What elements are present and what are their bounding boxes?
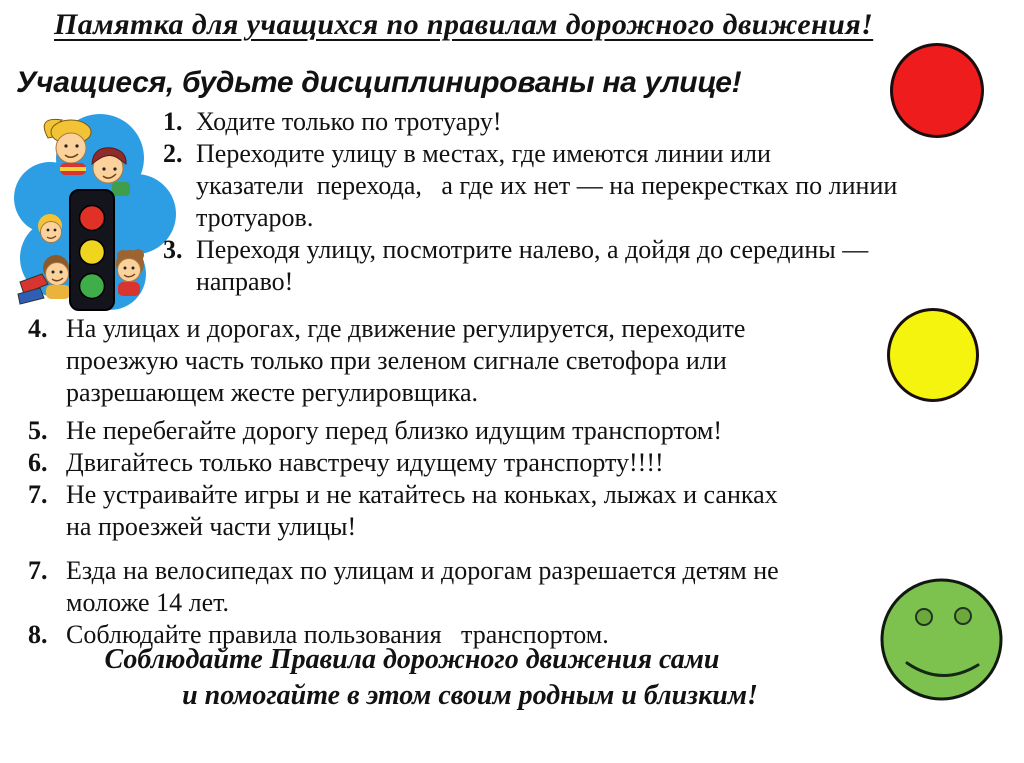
smiley-right-eye bbox=[955, 608, 971, 624]
rule-line: Переходя улицу, посмотрите налево, а дойдя до середины — bbox=[196, 235, 869, 264]
rules-list-top bbox=[163, 106, 897, 298]
brown-hair-kid bbox=[43, 255, 70, 299]
rule-line: моложе 14 лет. bbox=[66, 588, 230, 617]
rule-item-6 bbox=[28, 447, 779, 479]
rule-line: Соблюдайте правила пользования транспортом. bbox=[66, 620, 609, 649]
rule-line: Ходите только по тротуару! bbox=[196, 107, 502, 136]
rule-item-1 bbox=[163, 106, 897, 138]
rule-number: 6. bbox=[28, 448, 48, 477]
rule-number: 7. bbox=[28, 556, 48, 585]
rule-line: Езда на велосипедах по улицам и дорогам разрешается детям не bbox=[66, 556, 779, 585]
rule-line: Не перебегайте дорогу перед близко идущим транспортом! bbox=[66, 416, 722, 445]
rule-item-4 bbox=[28, 313, 779, 409]
rule-line: Двигайтесь только навстречу идущему транспорту!!!! bbox=[66, 448, 664, 477]
curly-hair-kid bbox=[116, 249, 144, 296]
rules-list-main bbox=[28, 313, 779, 651]
rule-number: 2. bbox=[163, 139, 183, 168]
rule-item-3 bbox=[163, 234, 897, 298]
rule-number: 5. bbox=[28, 416, 48, 445]
rule-line: тротуаров. bbox=[196, 203, 314, 232]
rule-line: на проезжей части улицы! bbox=[66, 512, 357, 541]
page-subtitle: Учащиеся, будьте дисциплинированы на улице! bbox=[16, 66, 742, 99]
rule-line: проезжую часть только при зеленом сигнале светофора или bbox=[66, 346, 727, 375]
rule-number: 8. bbox=[28, 620, 48, 649]
yellow-signal-circle bbox=[887, 308, 979, 402]
rule-number: 1. bbox=[163, 107, 183, 136]
rule-item-2 bbox=[163, 138, 897, 234]
traffic-light-icon bbox=[70, 190, 114, 310]
rule-item-7b bbox=[28, 555, 779, 619]
children-traffic-light-illustration bbox=[8, 106, 180, 316]
rule-number: 7. bbox=[28, 480, 48, 509]
rule-line: На улицах и дорогах, где движение регулируется, переходите bbox=[66, 314, 746, 343]
rule-line: указатели перехода, а где их нет — на перекрестках по линии bbox=[196, 171, 898, 200]
page-title: Памятка для учащихся по правилам дорожного движения! bbox=[54, 8, 874, 41]
rule-number: 4. bbox=[28, 314, 48, 343]
footer-slogan-line2: и помогайте в этом своим родным и близким! bbox=[182, 680, 758, 711]
green-smiley-face bbox=[879, 577, 1004, 702]
rule-line: разрешающем жесте регулировщика. bbox=[66, 378, 479, 407]
footer-slogan-line1: Соблюдайте Правила дорожного движения сами bbox=[104, 644, 720, 675]
smiley-left-eye bbox=[916, 609, 932, 625]
rule-item-7a bbox=[28, 479, 779, 543]
red-signal-circle bbox=[890, 43, 984, 138]
rule-number: 3. bbox=[163, 235, 183, 264]
rule-item-5 bbox=[28, 415, 779, 447]
rule-line: Переходите улицу в местах, где имеются линии или bbox=[196, 139, 771, 168]
rule-line: Не устраивайте игры и не катайтесь на коньках, лыжах и санках bbox=[66, 480, 778, 509]
rule-line: направо! bbox=[196, 267, 294, 296]
